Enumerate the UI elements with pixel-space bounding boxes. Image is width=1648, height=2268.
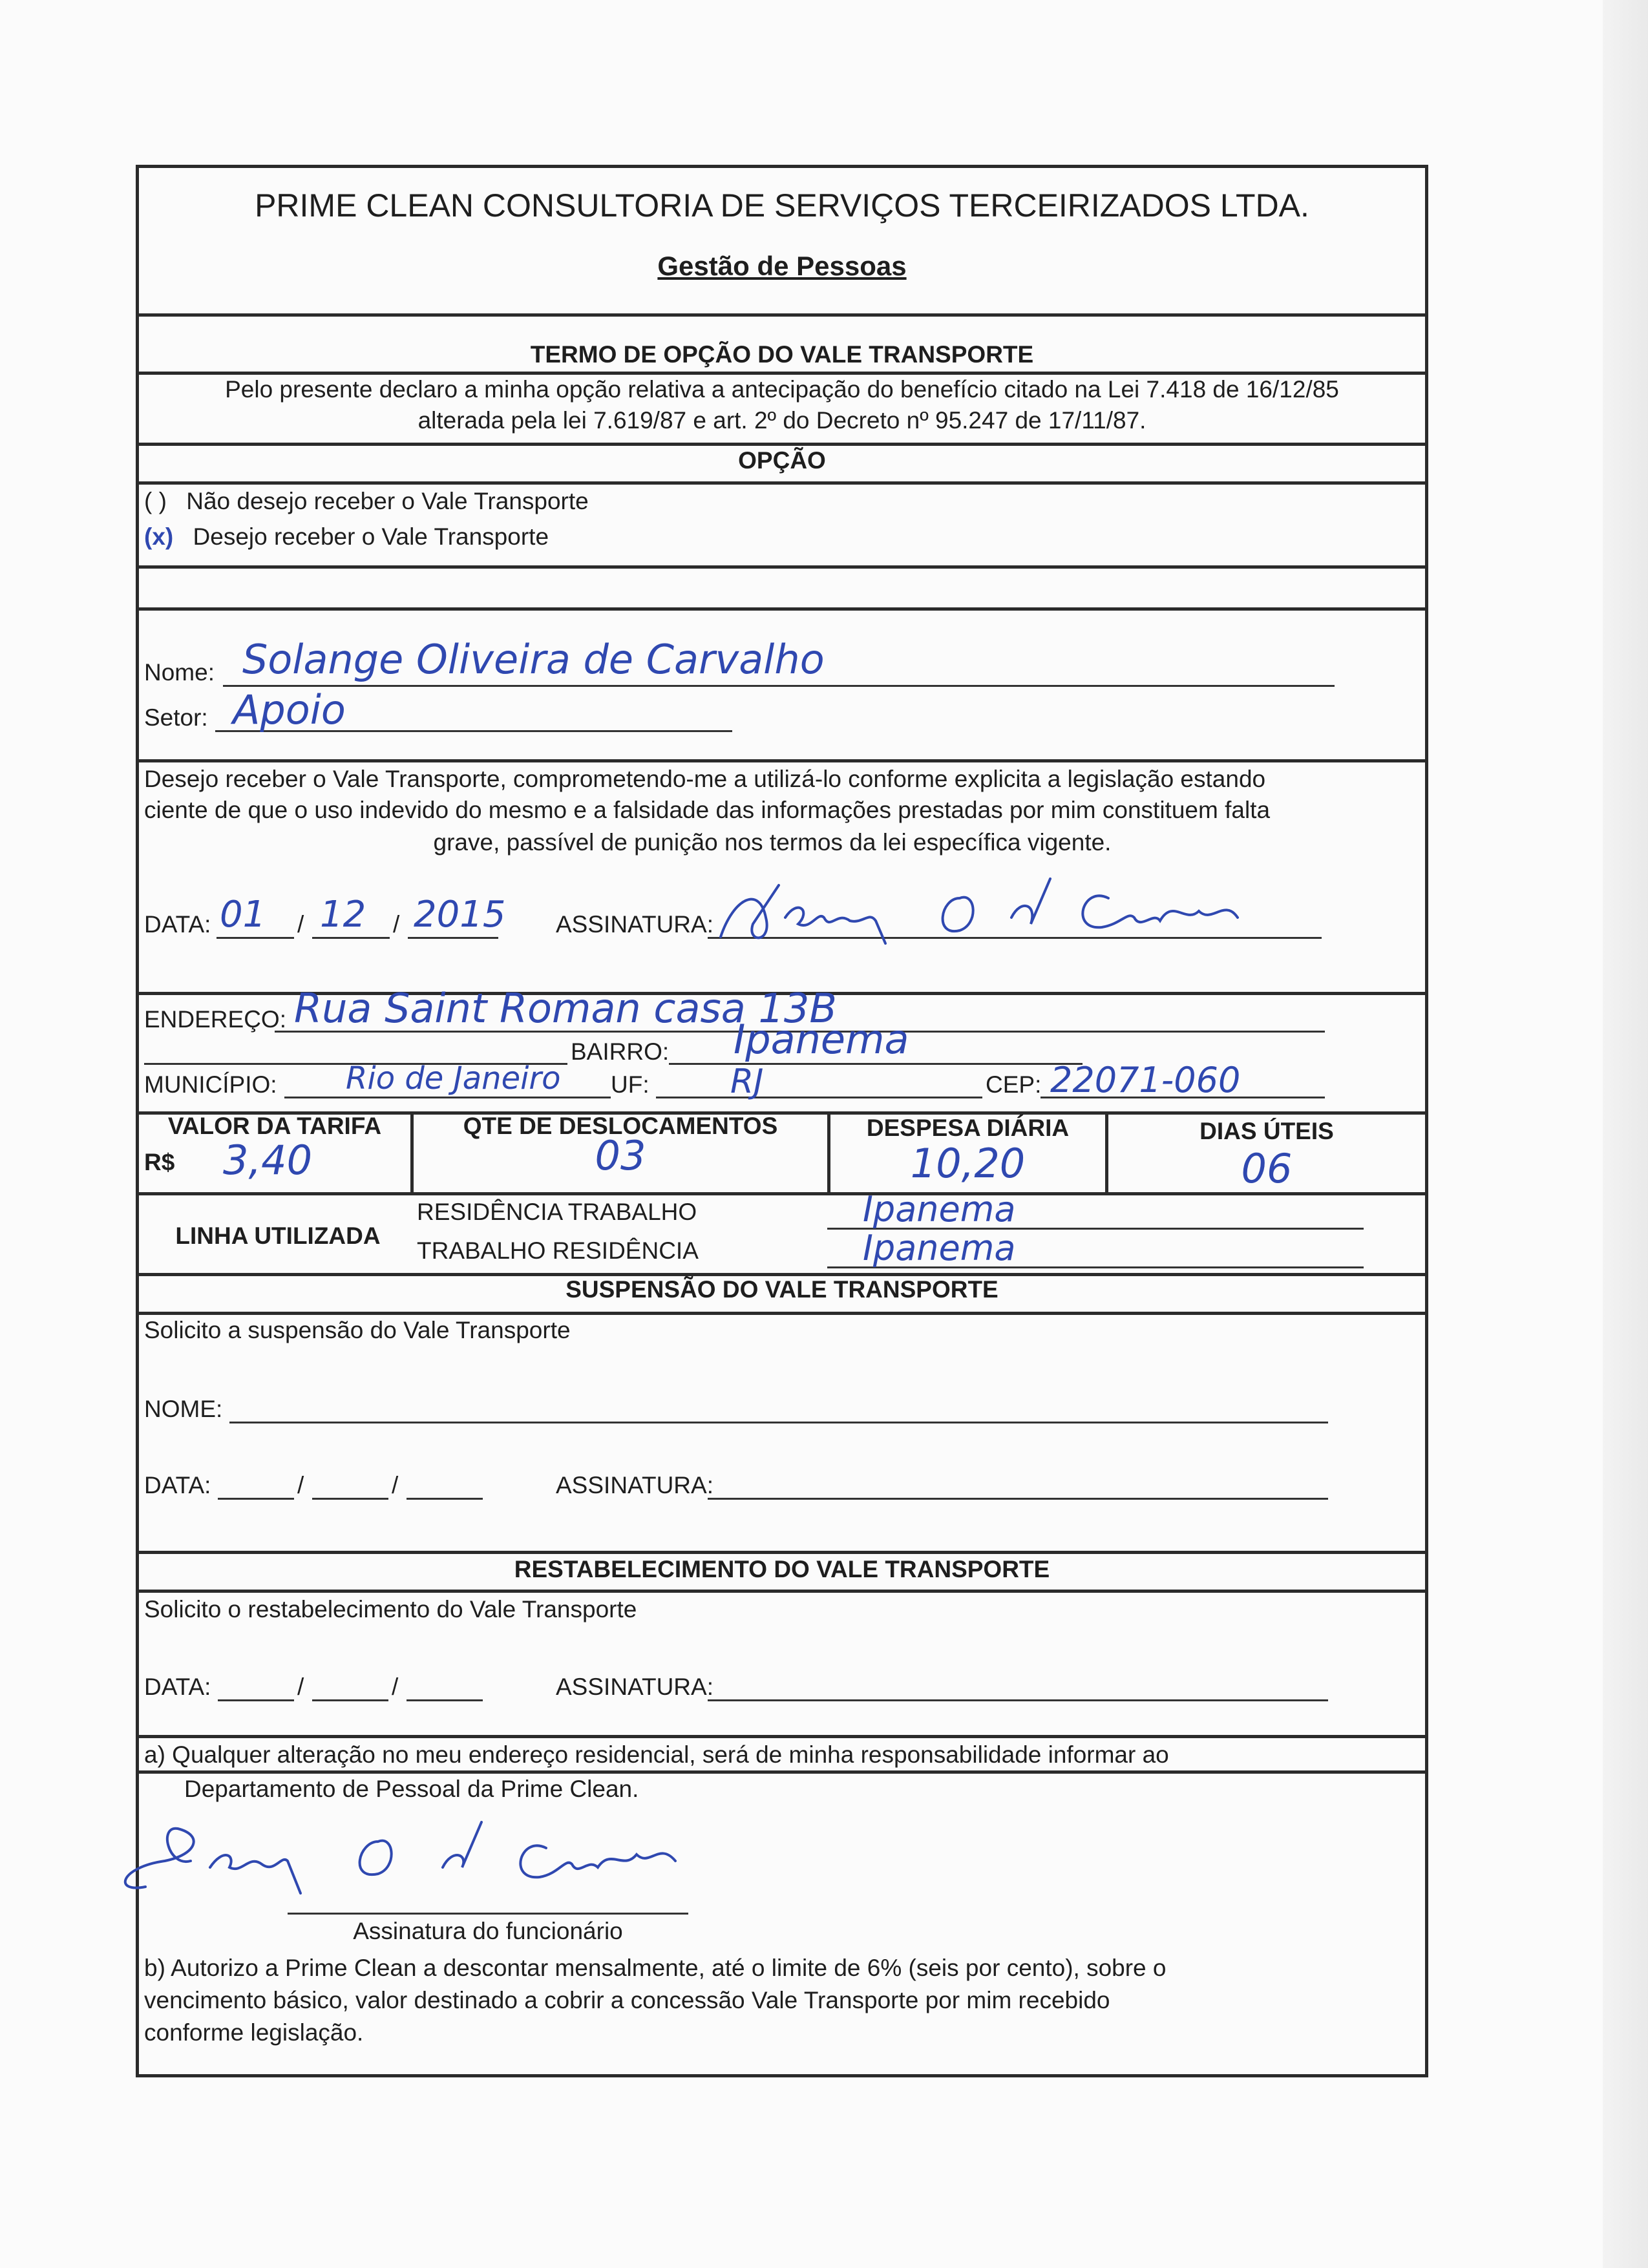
- linha-label: LINHA UTILIZADA: [175, 1223, 381, 1249]
- opcao-title: OPÇÃO: [738, 447, 826, 474]
- restabelecimento-date-day-field[interactable]: [218, 1699, 294, 1701]
- dias-field[interactable]: 06: [1241, 1145, 1293, 1192]
- deslocamentos-field[interactable]: 03: [595, 1132, 646, 1179]
- municipio-line: [284, 1097, 611, 1098]
- signature-label: ASSINATURA:: [556, 911, 713, 938]
- date-day-line: [217, 937, 294, 939]
- uf-label: UF:: [611, 1071, 650, 1098]
- suspensao-date-day-field[interactable]: [218, 1498, 294, 1500]
- clause-b-line1: b) Autorizo a Prime Clean a descontar mensalmente, até o limite de 6% (seis por cento), sobre o: [144, 1955, 1167, 1981]
- suspensao-date-year-field[interactable]: [407, 1498, 483, 1500]
- uf-line: [656, 1097, 982, 1098]
- suspensao-date-label: DATA:: [144, 1472, 211, 1498]
- scan-edge: [1603, 0, 1648, 2268]
- date-month-field[interactable]: 12: [320, 894, 366, 936]
- deslocamentos-label: QTE DE DESLOCAMENTOS: [463, 1113, 778, 1139]
- divider: [139, 443, 1425, 446]
- restabelecimento-signature-label: ASSINATURA:: [556, 1674, 713, 1700]
- route2-label: TRABALHO RESIDÊNCIA: [417, 1237, 699, 1264]
- date-sep: /: [392, 1472, 399, 1498]
- municipio-field[interactable]: Rio de Janeiro: [346, 1060, 561, 1097]
- endereco-field[interactable]: Rua Saint Roman casa 13B: [294, 985, 837, 1032]
- bairro-field[interactable]: Ipanema: [734, 1016, 909, 1063]
- declaration-line3: grave, passível de punição nos termos da lei específica vigente.: [433, 829, 1112, 856]
- divider: [139, 313, 1425, 317]
- cep-field[interactable]: 22071-060: [1050, 1060, 1241, 1100]
- suspensao-name-field[interactable]: [229, 1422, 1328, 1423]
- suspensao-title: SUSPENSÃO DO VALE TRANSPORTE: [565, 1276, 998, 1303]
- cep-label: CEP:: [986, 1071, 1042, 1098]
- termo-text-line1: Pelo presente declaro a minha opção relativa a antecipação do benefício citado na Lei 7.418 de 16/12/85: [225, 376, 1339, 403]
- endereco-label: ENDEREÇO:: [144, 1006, 286, 1033]
- date-month-line: [312, 937, 390, 939]
- restabelecimento-date-label: DATA:: [144, 1674, 211, 1700]
- tarifa-label: VALOR DA TARIFA: [167, 1113, 382, 1139]
- date-day-field[interactable]: 01: [220, 894, 266, 936]
- date-year-field[interactable]: 2015: [414, 894, 506, 936]
- divider: [139, 607, 1425, 611]
- restabelecimento-date-year-field[interactable]: [407, 1699, 483, 1701]
- declaration-line1: Desejo receber o Vale Transporte, comprometendo-me a utilizá-lo conforme explicita a legislação estando: [144, 766, 1266, 792]
- divider: [139, 565, 1425, 569]
- setor-label: Setor:: [144, 704, 208, 731]
- option-not-receive-label: Não desejo receber o Vale Transporte: [186, 488, 589, 514]
- employee-signature: [107, 1796, 882, 1913]
- dias-label: DIAS ÚTEIS: [1199, 1118, 1334, 1144]
- date-sep: /: [393, 911, 400, 938]
- option-receive-checkbox[interactable]: [144, 523, 549, 551]
- clause-b-line2: vencimento básico, valor destinado a cobrir a concessão Vale Transporte por mim recebido: [144, 1987, 1110, 2013]
- suspensao-date-month-field[interactable]: [312, 1498, 388, 1500]
- divider: [139, 1590, 1425, 1593]
- date-sep: /: [297, 1674, 304, 1700]
- suspensao-request: Solicito a suspensão do Vale Transporte: [144, 1317, 571, 1343]
- restabelecimento-request: Solicito o restabelecimento do Vale Transporte: [144, 1596, 637, 1622]
- divider: [139, 372, 1425, 375]
- checkbox-mark: ( ): [144, 488, 167, 514]
- option-receive-label: Desejo receber o Vale Transporte: [193, 523, 549, 550]
- employee-signature-line: [288, 1913, 688, 1915]
- name-label: Nome:: [144, 659, 215, 686]
- termo-title: TERMO DE OPÇÃO DO VALE TRANSPORTE: [530, 341, 1034, 368]
- bairro-label: BAIRRO:: [571, 1038, 670, 1065]
- uf-field[interactable]: RJ: [730, 1062, 764, 1101]
- vale-transporte-form: [136, 165, 1428, 2077]
- divider: [139, 759, 1425, 762]
- department-title: Gestão de Pessoas: [657, 251, 907, 281]
- divider: [139, 1770, 1425, 1774]
- restabelecimento-title: RESTABELECIMENTO DO VALE TRANSPORTE: [514, 1556, 1050, 1582]
- company-name: PRIME CLEAN CONSULTORIA DE SERVIÇOS TERCEIRIZADOS LTDA.: [255, 187, 1309, 224]
- option-not-receive-checkbox[interactable]: [144, 488, 589, 516]
- restabelecimento-signature-field[interactable]: [708, 1699, 1328, 1701]
- restabelecimento-date-month-field[interactable]: [312, 1699, 388, 1701]
- suspensao-name-label: NOME:: [144, 1396, 223, 1422]
- employee-signature: [708, 859, 1354, 950]
- suspensao-signature-label: ASSINATURA:: [556, 1472, 713, 1498]
- route2-field[interactable]: Ipanema: [863, 1228, 1016, 1268]
- route1-label: RESIDÊNCIA TRABALHO: [417, 1199, 697, 1225]
- clause-b-line3: conforme legislação.: [144, 2019, 364, 2046]
- checkbox-mark-checked: (x): [144, 523, 174, 550]
- route1-field[interactable]: Ipanema: [863, 1189, 1016, 1230]
- municipio-label: MUNICÍPIO:: [144, 1071, 277, 1098]
- name-field[interactable]: Solange Oliveira de Carvalho: [242, 636, 825, 683]
- date-sep: /: [297, 911, 304, 938]
- date-label: DATA:: [144, 911, 211, 938]
- currency-label: R$: [144, 1149, 175, 1175]
- divider: [139, 1192, 1425, 1195]
- tarifa-field[interactable]: 3,40: [223, 1137, 313, 1184]
- divider: [139, 481, 1425, 485]
- clause-a-line2: Departamento de Pessoal da Prime Clean.: [184, 1776, 639, 1802]
- declaration-line2: ciente de que o uso indevido do mesmo e a falsidade das informações prestadas por mim constituem falta: [144, 797, 1271, 823]
- termo-text-line2: alterada pela lei 7.619/87 e art. 2º do Decreto nº 95.247 de 17/11/87.: [417, 407, 1146, 434]
- name-line: [223, 685, 1335, 687]
- divider: [139, 1735, 1425, 1738]
- date-year-line: [408, 937, 498, 939]
- divider: [139, 1551, 1425, 1554]
- suspensao-signature-field[interactable]: [708, 1498, 1328, 1500]
- date-sep: /: [392, 1674, 399, 1700]
- signature-caption: Assinatura do funcionário: [353, 1918, 623, 1944]
- despesa-label: DESPESA DIÁRIA: [866, 1115, 1070, 1141]
- despesa-field[interactable]: 10,20: [910, 1140, 1026, 1187]
- divider: [139, 1312, 1425, 1315]
- clause-a-line1: a) Qualquer alteração no meu endereço residencial, será de minha responsabilidade informar ao: [144, 1741, 1169, 1768]
- date-sep: /: [297, 1472, 304, 1498]
- setor-field[interactable]: Apoio: [233, 686, 346, 733]
